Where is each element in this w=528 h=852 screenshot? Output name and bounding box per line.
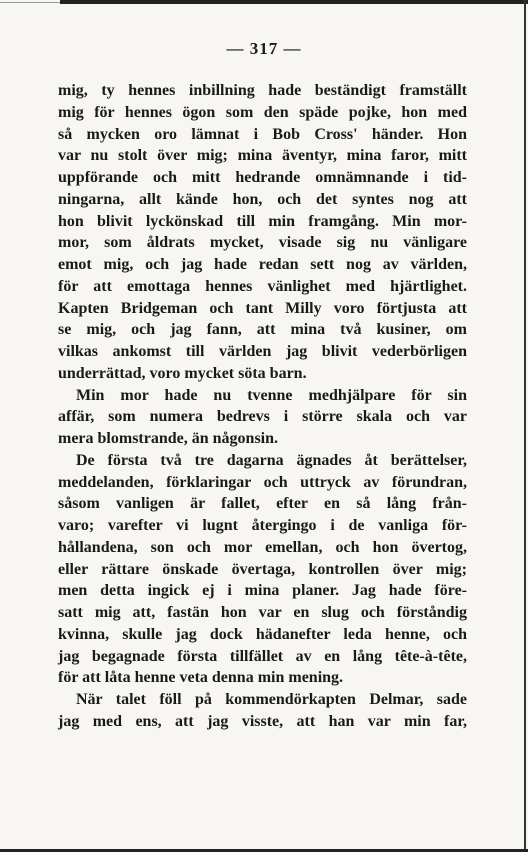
top-edge-mark: [0, 2, 60, 3]
text-line: emot mig, och jag hade redan sett nog av världen,: [58, 256, 467, 273]
right-border: [524, 0, 526, 852]
text-line: varo; varefter vi lugnt återgingo i de vanliga för-: [58, 517, 467, 534]
text-line: mig för hennes ögon som den späde pojke, hon med: [58, 103, 467, 121]
text-line: jag med ens, att jag visste, att han var min far,: [58, 712, 467, 730]
text-line: såsom vanligen är fallet, efter en så lång från-: [58, 495, 467, 513]
text-line: affär, som numera bedrevs i större skala och var: [58, 408, 467, 426]
top-border: [60, 0, 528, 4]
text-line: hon blivit lyckönskad till min framgång. Min mor-: [58, 212, 467, 230]
page-number: — 317 —: [226, 39, 302, 58]
text-line: ningarna, allt kände hon, och det syntes nog att: [58, 190, 467, 208]
text-line: för att emottaga hennes vänlighet med hjärtlighet.: [58, 277, 467, 295]
text-line: men detta ingick ej i mina planer. Jag hade före-: [58, 582, 467, 600]
text-line: jag begagnade första tillfället av en lång tête-à-tête,: [58, 647, 467, 665]
text-line: hållandena, son och mor emellan, och hon övertog,: [58, 538, 467, 556]
text-line: så mycken oro lämnat i Bob Cross' händer. Hon: [58, 125, 467, 143]
text-line: underrättad, voro mycket söta barn.: [58, 364, 307, 382]
text-line: för att låta henne veta denna min mening.: [58, 669, 344, 687]
text-line: mera blomstrande, än någonsin.: [58, 430, 279, 447]
text-line: meddelanden, förklaringar och uttryck av förundran,: [58, 473, 467, 491]
text-line: De första två tre dagarna ägnades åt berättelser,: [76, 451, 467, 469]
text-line: När talet föll på kommendörkapten Delmar, sade: [76, 691, 467, 708]
body-text: [58, 80, 467, 733]
text-line: var nu stolt över mig; mina äventyr, mina faror, mitt: [58, 147, 467, 165]
text-line: mor, som åldrats mycket, visade sig nu vänligare: [58, 234, 467, 252]
text-line: Min mor hade nu tvenne medhjälpare för sin: [76, 386, 467, 404]
text-line: satt mig att, fastän hon var en slug och förståndig: [58, 604, 467, 621]
text-line: se mig, och jag fann, att mina två kusiner, om: [58, 321, 467, 339]
text-line: uppförande och mitt hedrande omnämnande i tid-: [58, 169, 467, 186]
text-line: vilkas ankomst till världen jag blivit vederbörligen: [58, 343, 467, 360]
text-line: eller rättare önskade övertaga, kontrollen över mig;: [58, 560, 467, 578]
text-line: kvinna, skulle jag dock hädanefter leda henne, och: [58, 625, 467, 643]
text-line: mig, ty hennes inbillning hade beständigt framställt: [58, 82, 467, 99]
text-line: Kapten Bridgeman och tant Milly voro förtjusta att: [58, 299, 467, 317]
